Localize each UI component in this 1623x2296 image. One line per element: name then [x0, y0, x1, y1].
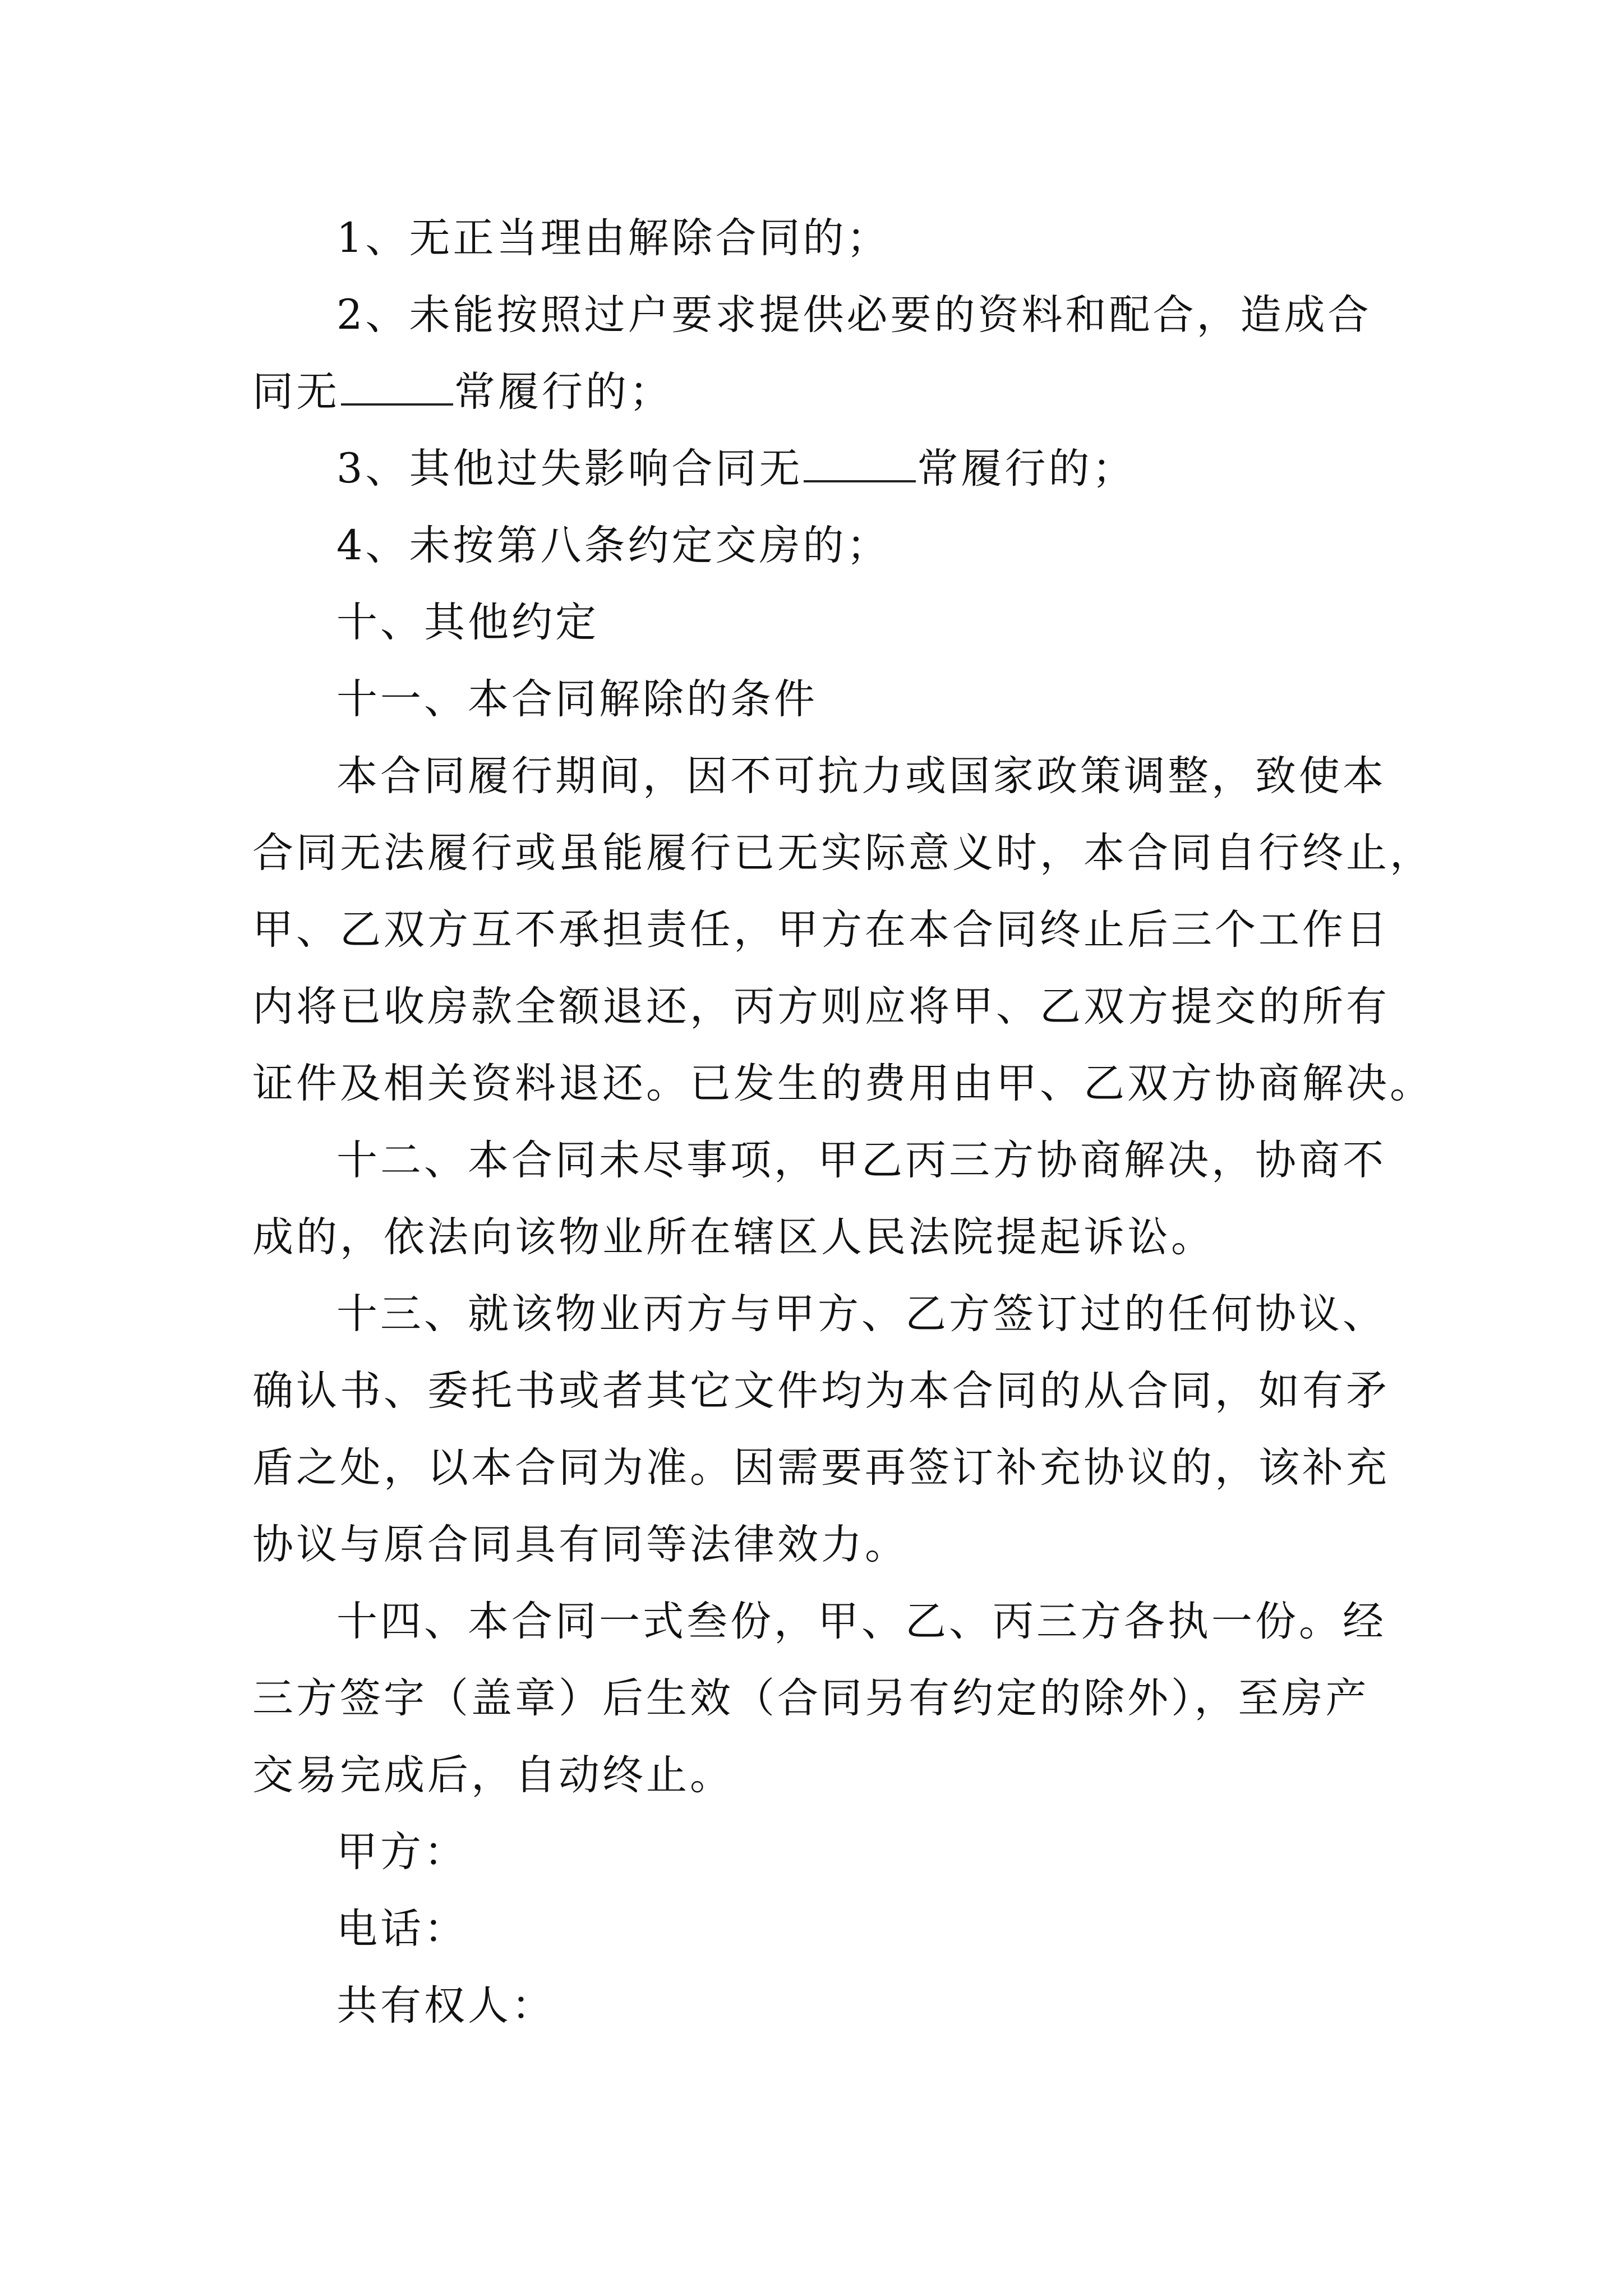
clause-item-4: 4、未按第八条约定交房的；: [336, 522, 891, 569]
section-14-line-2: 三方签字（盖章）后生效（合同另有约定的除外），至房产: [252, 1674, 1370, 1722]
section-11-heading: 十一、本合同解除的条件: [336, 675, 818, 723]
section-13-line-3: 盾之处，以本合同为准。因需要再签订补充协议的，该补充: [252, 1444, 1390, 1492]
section-12-line-2: 成的，依法向该物业所在辖区人民法院提起诉讼。: [252, 1213, 1215, 1261]
section-14-line-1: 十四、本合同一式叁份，甲、乙、丙三方各执一份。经: [336, 1598, 1386, 1645]
section-14-line-3: 交易完成后，自动终止。: [252, 1751, 734, 1799]
section-11-paragraph-line-2: 合同无法履行或虽能履行已无实际意义时，本合同自行终止，: [252, 829, 1433, 877]
co-owner-label: 共有权人：: [336, 1982, 555, 2030]
section-11-paragraph-line-3: 甲、乙双方互不承担责任，甲方在本合同终止后三个工作日: [252, 906, 1390, 954]
section-11-paragraph-line-5: 证件及相关资料退还。已发生的费用由甲、乙双方协商解决。: [252, 1060, 1433, 1107]
clause-item-3: [336, 441, 1486, 497]
clause-item-3-text-post: 常履行的；: [917, 445, 1136, 493]
party-a-label: 甲方：: [336, 1828, 468, 1876]
phone-label: 电话：: [336, 1905, 468, 1953]
section-12-line-1: 十二、本合同未尽事项，甲乙丙三方协商解决，协商不: [336, 1137, 1386, 1184]
clause-item-3-text-pre: 3、其他过失影响合同无: [336, 445, 803, 493]
section-11-paragraph-line-1: 本合同履行期间，因不可抗力或国家政策调整，致使本: [336, 752, 1386, 800]
clause-item-2-text-post: 常履行的；: [454, 368, 673, 416]
clause-item-1: 1、无正当理由解除合同的；: [336, 214, 891, 262]
section-13-line-1: 十三、就该物业丙方与甲方、乙方签订过的任何协议、: [336, 1290, 1386, 1338]
section-13-line-2: 确认书、委托书或者其它文件均为本合同的从合同，如有矛: [252, 1367, 1390, 1415]
blank-underline: [804, 441, 916, 482]
section-10-heading: 十、其他约定: [336, 599, 599, 646]
clause-item-2-line-1: 2、未能按照过户要求提供必要的资料和配合，造成合: [336, 291, 1372, 339]
blank-underline: [341, 364, 453, 406]
section-13-line-4: 协议与原合同具有同等法律效力。: [252, 1521, 909, 1568]
clause-item-2-text-pre: 同无: [252, 368, 340, 416]
section-11-paragraph-line-4: 内将已收房款全额退还，丙方则应将甲、乙双方提交的所有: [252, 983, 1390, 1030]
clause-item-2-line-2: [252, 364, 1402, 420]
